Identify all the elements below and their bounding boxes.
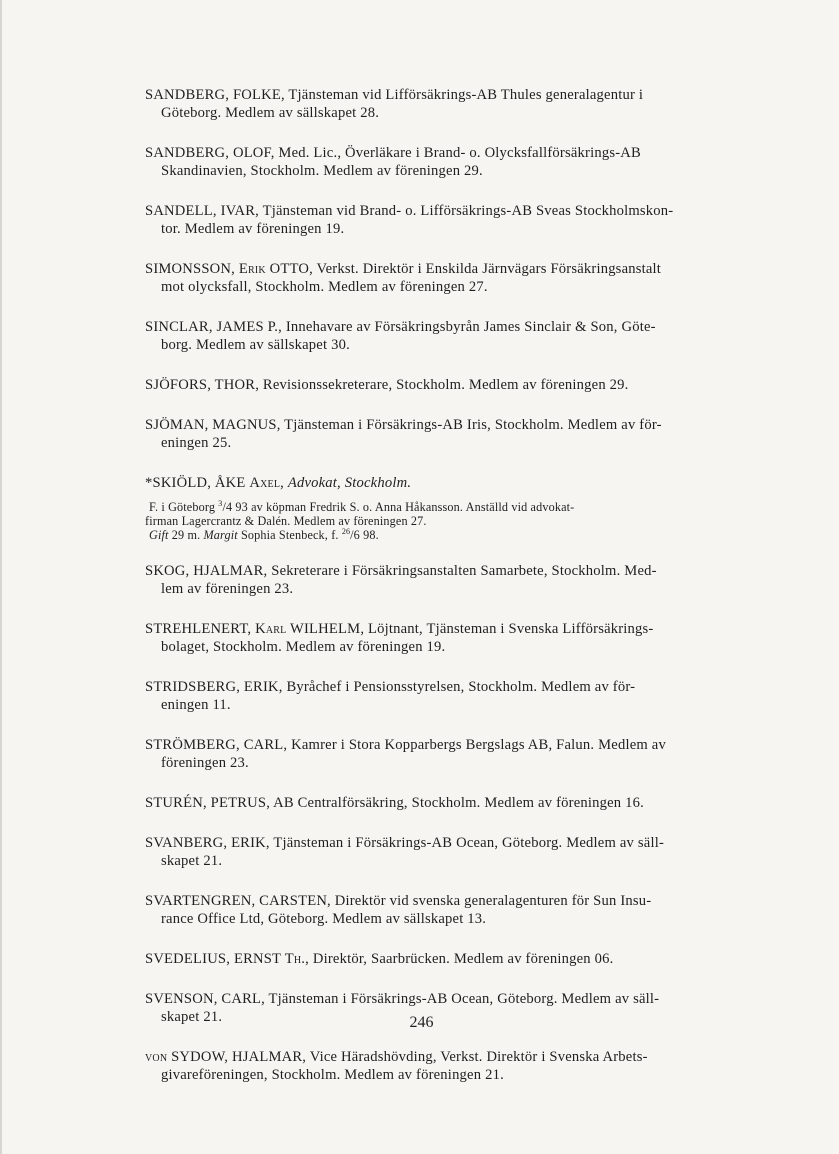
entry-sinclar-james: SINCLAR, JAMES P., Innehavare av Försäkringsbyrån James Sinclair & Son, Göte- borg. Medlem av sällskapet 30. (145, 319, 656, 353)
entry-sandberg-folke: SANDBERG, FOLKE, Tjänsteman vid Lifförsäkrings-AB Thules generalagentur i Göteborg. Medlem av sällskapet 28. (145, 87, 644, 121)
entry-skiold-biography: F. i Göteborg $^3$/4 93 av köpman Fredrik S. o. Anna Håkansson. Anställd vid advokat- firman Lagercrantz & Dalén. Medlem av föreningen 27. Gift 29 m. Margit Sophia Stenbeck, f. $^{26}$/6 98. (145, 498, 575, 542)
entry-stromberg-carl: STRÖMBERG, CARL, Kamrer i Stora Kopparbergs Bergslags AB, Falun. Medlem av föreningen 23. (145, 737, 666, 771)
entry-svedelius-ernst: SVEDELIUS, ERNST Th., Direktör, Saarbrücken. Medlem av föreningen 06. (145, 951, 614, 967)
entry-strehlenert-karl: STREHLENERT, Karl WILHELM, Löjtnant, Tjänsteman i Svenska Lifförsäkrings- bolaget, Stockholm. Medlem av föreningen 19. (145, 621, 654, 655)
entry-sjoman-magnus: SJÖMAN, MAGNUS, Tjänsteman i Försäkrings-AB Iris, Stockholm. Medlem av för- eningen 25. (145, 417, 662, 451)
entry-skog-hjalmar: SKOG, HJALMAR, Sekreterare i Försäkringsanstalten Samarbete, Stockholm. Med- lem av föreningen 23. (145, 563, 657, 597)
entry-svartengren-carsten: SVARTENGREN, CARSTEN, Direktör vid svenska generalagenturen för Sun Insu- rance Office Ltd, Göteborg. Medlem av sällskapet 13. (145, 893, 652, 927)
member-list (145, 86, 741, 1084)
entry-skiold-ake: *SKIÖLD, ÅKE Axel, Advokat, Stockholm. (145, 475, 412, 491)
entry-sturen-petrus: STURÉN, PETRUS, AB Centralförsäkring, Stockholm. Medlem av föreningen 16. (145, 795, 644, 811)
page-number: 246 (409, 1014, 434, 1031)
entry-stridsberg-erik: STRIDSBERG, ERIK, Byråchef i Pensionsstyrelsen, Stockholm. Medlem av för- eningen 11. (145, 679, 636, 713)
entry-svenson-carl: SVENSON, CARL, Tjänsteman i Försäkrings-AB Ocean, Göteborg. Medlem av säll- skapet 21. (145, 991, 660, 1025)
entry-sjofors-thor: SJÖFORS, THOR, Revisionssekreterare, Stockholm. Medlem av föreningen 29. (145, 377, 629, 393)
entry-svanberg-erik: SVANBERG, ERIK, Tjänsteman i Försäkrings-AB Ocean, Göteborg. Medlem av säll- skapet 21. (145, 835, 665, 869)
entry-sandell-ivar: SANDELL, IVAR, Tjänsteman vid Brand- o. Lifförsäkrings-AB Sveas Stockholmskon- tor. Medlem av föreningen 19. (145, 203, 674, 237)
entry-von-sydow-hjalmar: von SYDOW, HJALMAR, Vice Häradshövding, Verkst. Direktör i Svenska Arbets- givareföreningen, Stockholm. Medlem av föreningen 21. (145, 1049, 648, 1083)
entry-simonsson-erik: SIMONSSON, Erik OTTO, Verkst. Direktör i Enskilda Järnvägars Försäkringsanstalt mot olycksfall, Stockholm. Medlem av föreningen 27. (145, 261, 662, 295)
entry-sandberg-olof: SANDBERG, OLOF, Med. Lic., Överläkare i Brand- o. Olycksfallförsäkrings-AB Skandinavien, Stockholm. Medlem av föreningen 29. (145, 145, 641, 179)
